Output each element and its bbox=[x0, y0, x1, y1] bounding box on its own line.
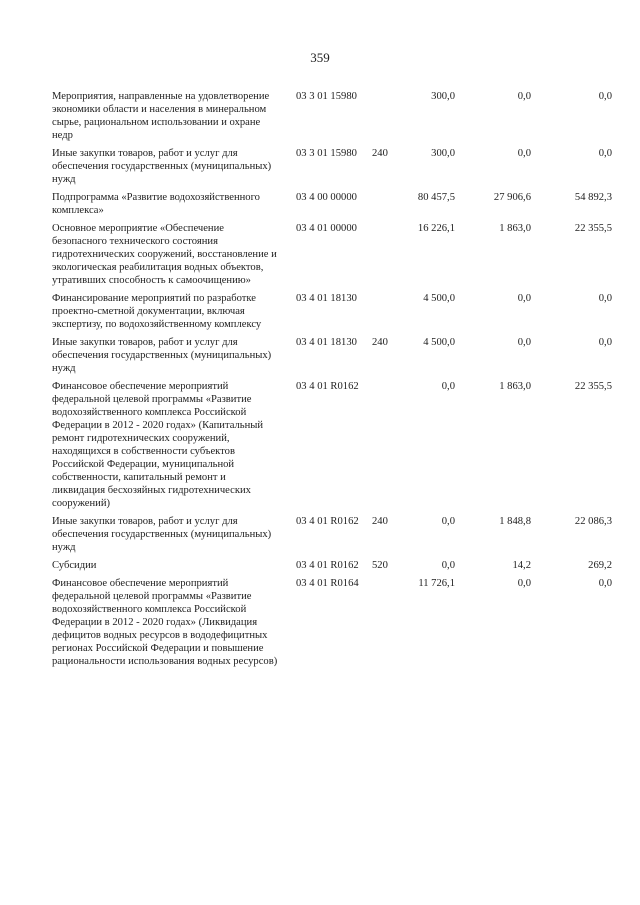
row-value-1: 16 226,1 bbox=[417, 223, 455, 234]
row-value-1: 300,0 bbox=[431, 91, 455, 102]
row-code: 03 4 01 18130 bbox=[296, 293, 357, 304]
table-row bbox=[52, 222, 612, 287]
row-value-1: 0,0 bbox=[441, 560, 455, 571]
row-value-3: 0,0 bbox=[598, 293, 612, 304]
row-value-2: 14,2 bbox=[512, 560, 531, 571]
row-description: Финансовое обеспечение мероприятий федеральной целевой программы «Развитие водохозяйственного комплекса Российской Федерации в 2012 - 2020 годах» (Капитальный ремонт гидротехнических сооружений, находящихся в собственности субъектов Российской Федерации, муниципальной собственности, капитальный ремонт и ликвидация бесхозяйных гидротехнических сооружений) bbox=[52, 381, 264, 509]
row-value-3: 0,0 bbox=[598, 337, 612, 348]
table-row bbox=[52, 559, 612, 572]
row-subcode: 520 bbox=[372, 560, 388, 571]
row-description: Финансовое обеспечение мероприятий федеральной целевой программы «Развитие водохозяйственного комплекса Российской Федерации в 2012 - 2020 годах» (Ликвидация дефицитов водных ресурсов в вододефицитных регионах Российской Федерации и повышение рациональности использования водных ресурсов) bbox=[52, 578, 278, 667]
row-value-1: 4 500,0 bbox=[423, 337, 455, 348]
table-row bbox=[52, 577, 612, 668]
row-description: Иные закупки товаров, работ и услуг для обеспечения государственных (муниципальных) нужд bbox=[52, 148, 272, 185]
budget-table bbox=[52, 90, 612, 668]
row-value-2: 0,0 bbox=[517, 293, 531, 304]
row-value-3: 0,0 bbox=[598, 91, 612, 102]
row-value-2: 1 848,8 bbox=[499, 516, 531, 527]
row-value-3: 0,0 bbox=[598, 578, 612, 589]
row-value-1: 300,0 bbox=[431, 148, 455, 159]
row-code: 03 4 01 R0164 bbox=[296, 578, 359, 589]
row-value-3: 22 355,5 bbox=[574, 223, 612, 234]
row-description: Иные закупки товаров, работ и услуг для обеспечения государственных (муниципальных) нужд bbox=[52, 516, 272, 553]
row-description: Подпрограмма «Развитие водохозяйственного комплекса» bbox=[52, 192, 260, 216]
row-code: 03 4 01 00000 bbox=[296, 223, 357, 234]
row-value-1: 4 500,0 bbox=[423, 293, 455, 304]
row-value-1: 11 726,1 bbox=[418, 578, 455, 589]
row-value-3: 22 355,5 bbox=[574, 381, 612, 392]
row-subcode: 240 bbox=[372, 516, 388, 527]
row-description: Иные закупки товаров, работ и услуг для обеспечения государственных (муниципальных) нужд bbox=[52, 337, 272, 374]
row-subcode: 240 bbox=[372, 148, 388, 159]
row-value-3: 0,0 bbox=[598, 148, 612, 159]
row-value-2: 27 906,6 bbox=[493, 192, 531, 203]
row-description: Мероприятия, направленные на удовлетворение экономики области и населения в минеральном сырье, рациональном использовании и охране недр bbox=[52, 91, 270, 141]
table-row bbox=[52, 191, 612, 217]
row-value-3: 269,2 bbox=[588, 560, 612, 571]
table-row bbox=[52, 515, 612, 554]
row-code: 03 4 01 R0162 bbox=[296, 381, 359, 392]
row-value-1: 0,0 bbox=[441, 516, 455, 527]
table-row bbox=[52, 380, 612, 510]
row-value-2: 0,0 bbox=[517, 91, 531, 102]
row-description: Финансирование мероприятий по разработке проектно-сметной документации, включая экспертизу, по водохозяйственному комплексу bbox=[52, 293, 262, 330]
row-code: 03 4 00 00000 bbox=[296, 192, 357, 203]
row-description: Субсидии bbox=[52, 560, 97, 571]
row-value-2: 1 863,0 bbox=[499, 381, 531, 392]
row-value-2: 0,0 bbox=[517, 337, 531, 348]
row-value-1: 0,0 bbox=[441, 381, 455, 392]
row-code: 03 3 01 15980 bbox=[296, 148, 357, 159]
row-value-3: 22 086,3 bbox=[574, 516, 612, 527]
row-code: 03 4 01 18130 bbox=[296, 337, 357, 348]
row-code: 03 3 01 15980 bbox=[296, 91, 357, 102]
row-value-2: 0,0 bbox=[517, 148, 531, 159]
row-value-2: 1 863,0 bbox=[499, 223, 531, 234]
row-description: Основное мероприятие «Обеспечение безопасного технического состояния гидротехнических сооружений, восстановление и экологическая реабилитация водных объектов, утративших способность к самоочищению» bbox=[52, 223, 277, 286]
table-row bbox=[52, 336, 612, 375]
page-number: 359 bbox=[310, 50, 330, 65]
row-value-3: 54 892,3 bbox=[574, 192, 612, 203]
row-subcode: 240 bbox=[372, 337, 388, 348]
row-code: 03 4 01 R0162 bbox=[296, 516, 359, 527]
row-value-2: 0,0 bbox=[517, 578, 531, 589]
table-row bbox=[52, 147, 612, 186]
row-code: 03 4 01 R0162 bbox=[296, 560, 359, 571]
row-value-1: 80 457,5 bbox=[417, 192, 455, 203]
table-row bbox=[52, 292, 612, 331]
table-row bbox=[52, 90, 612, 142]
